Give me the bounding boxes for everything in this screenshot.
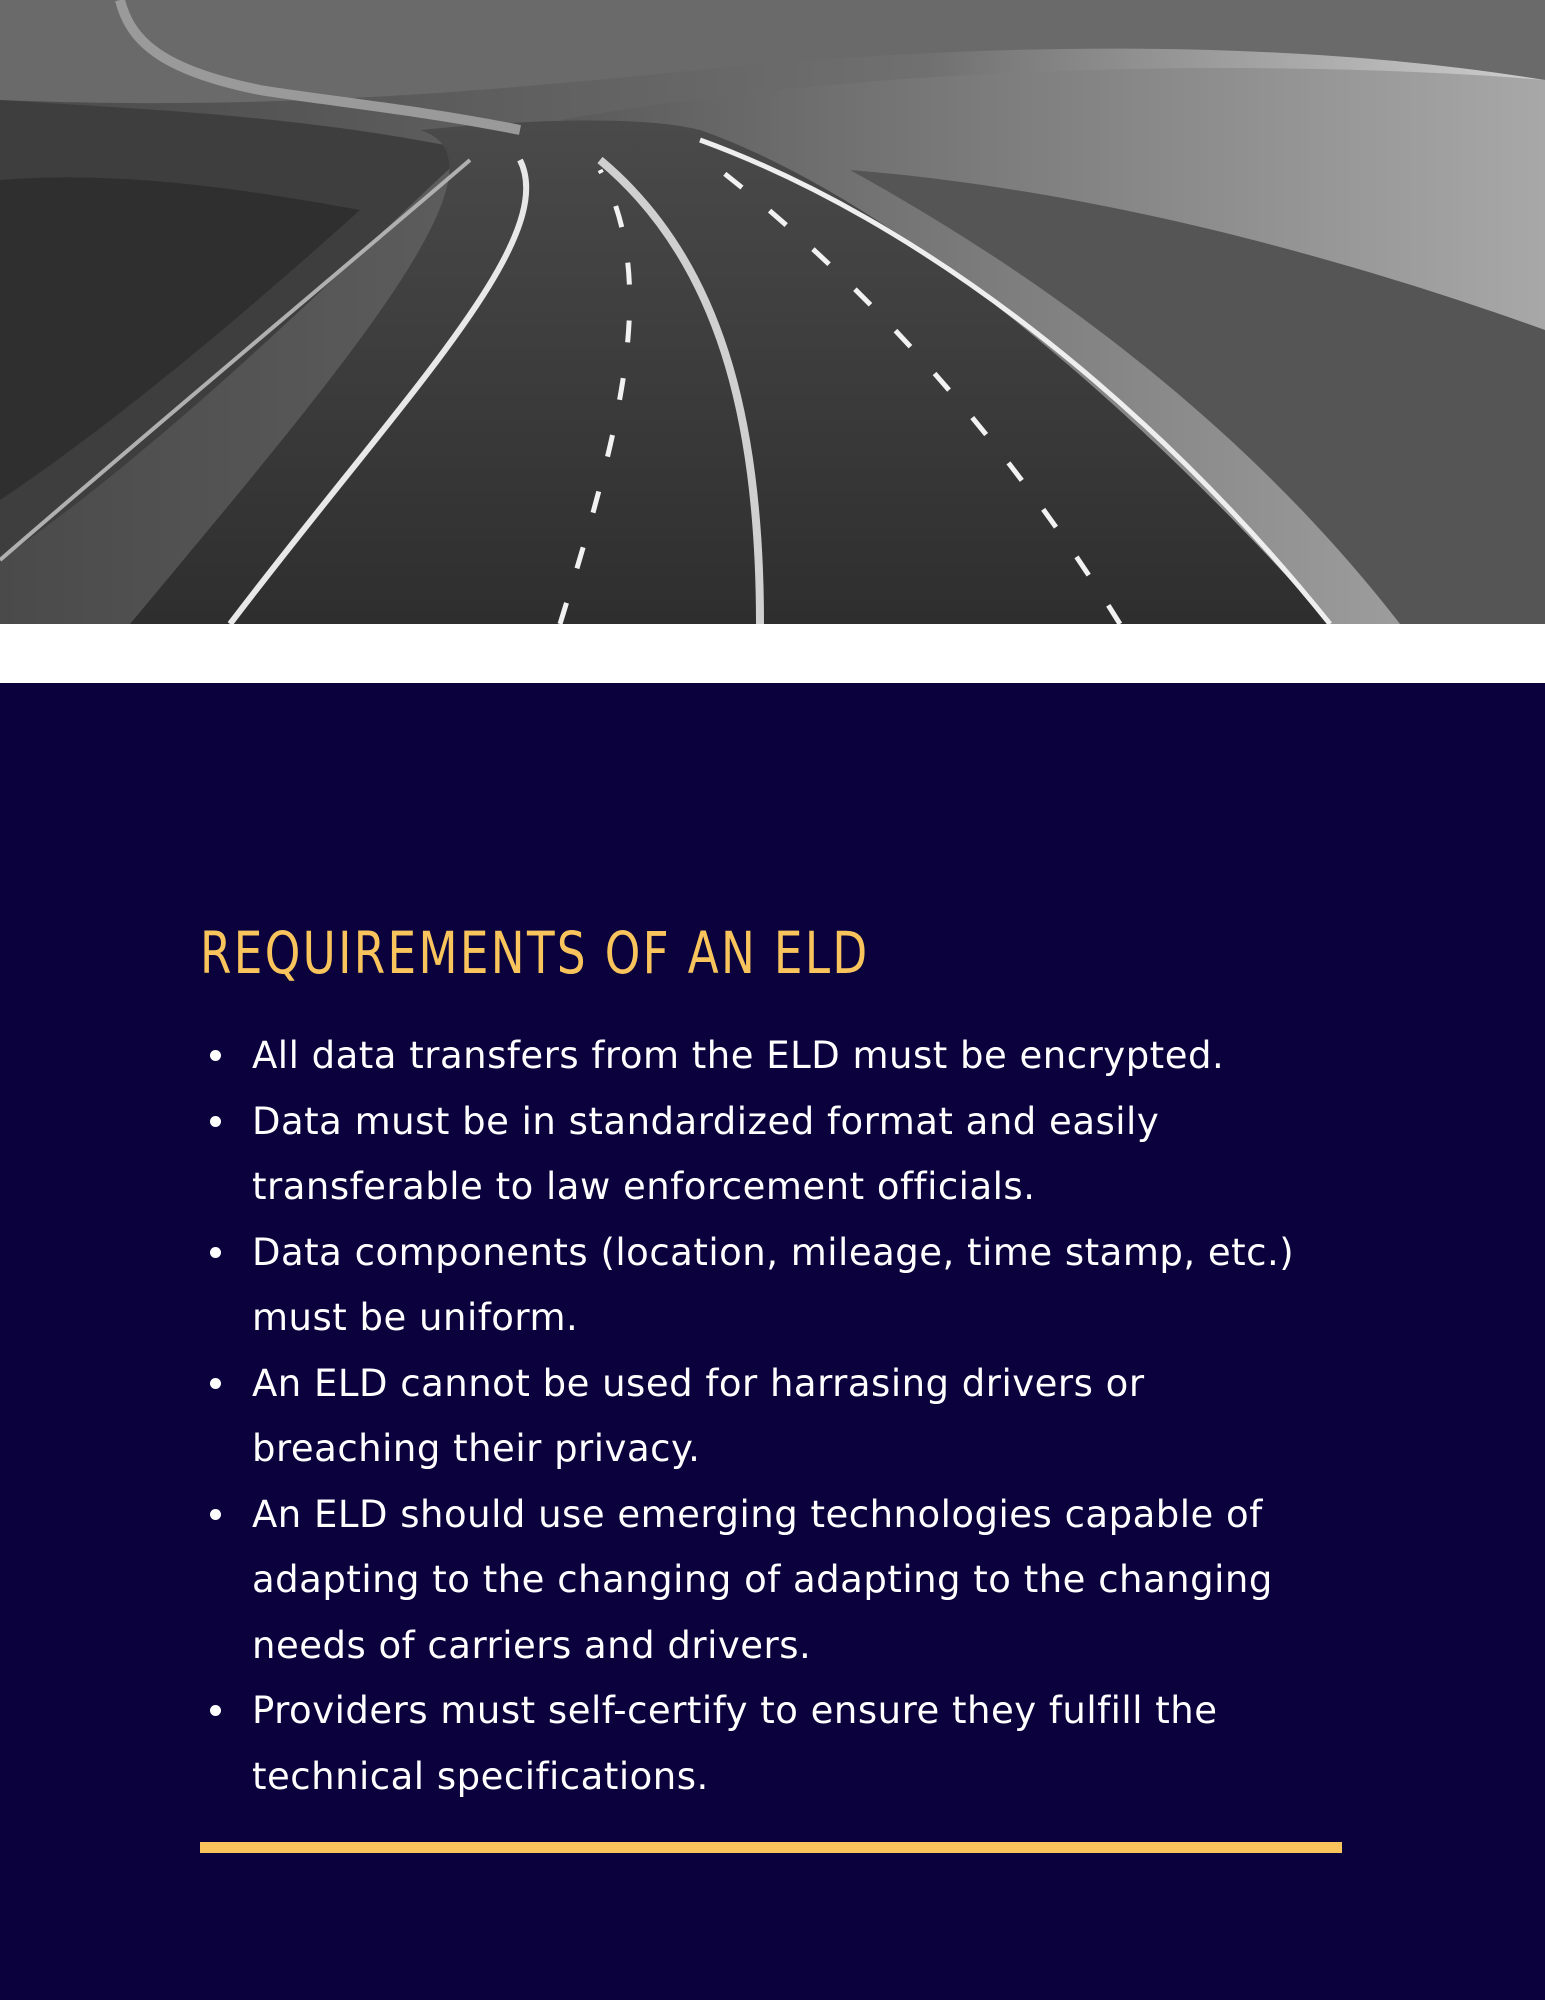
list-item [200,1678,1360,1809]
list-item [200,1220,1360,1351]
item-text: needs of carriers and drivers. [252,1623,812,1667]
item-text: Data must be in standardized format and easily [252,1099,1160,1143]
section-heading: REQUIREMENTS OF AN ELD [200,919,870,987]
bullet-icon [210,1509,221,1520]
requirements-list [200,1023,1360,1809]
item-text: An ELD should use emerging technologies capable of [252,1492,1263,1536]
list-item [200,1351,1360,1482]
requirements-panel [0,683,1545,2000]
highway-image [0,0,1545,624]
item-text: An ELD cannot be used for harrasing drivers or [252,1361,1145,1405]
list-item [200,1089,1360,1220]
bullet-icon [210,1705,221,1716]
list-item [200,1023,1360,1089]
item-text: Data components (location, mileage, time stamp, etc.) [252,1230,1295,1274]
bullet-icon [210,1050,221,1061]
item-text: must be uniform. [252,1296,579,1339]
item-text: Providers must self-certify to ensure they fulfill the [252,1689,1218,1732]
list-item [200,1482,1360,1679]
image-divider-gap [0,624,1545,683]
item-text: transferable to law enforcement officials. [252,1165,1036,1208]
accent-divider [200,1842,1342,1853]
item-text: breaching their privacy. [252,1427,701,1470]
item-text: technical specifications. [252,1754,709,1798]
bullet-icon [210,1116,221,1127]
bullet-icon [210,1247,221,1258]
hero-image [0,0,1545,624]
item-text: All data transfers from the ELD must be encrypted. [252,1034,1225,1077]
item-text: adapting to the changing of adapting to the changing [252,1558,1273,1601]
bullet-icon [210,1378,221,1389]
